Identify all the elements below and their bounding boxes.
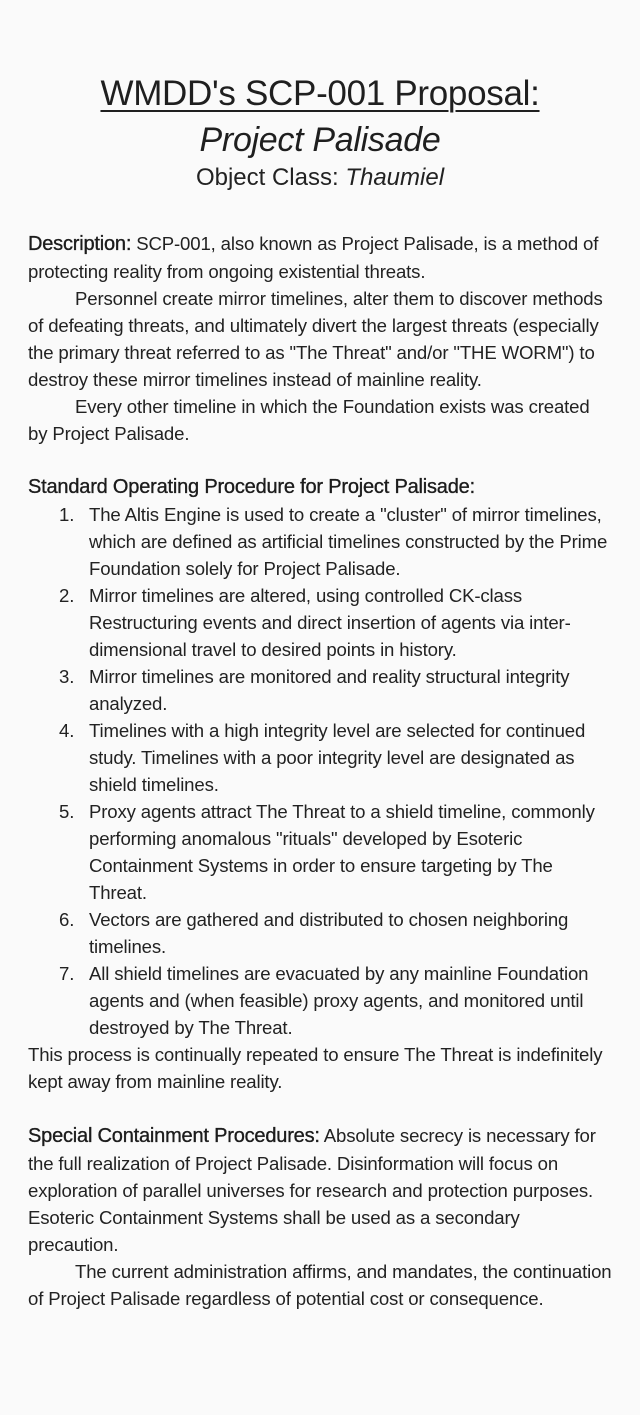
document-header — [28, 0, 612, 194]
sop-step — [28, 582, 612, 663]
description-section — [28, 230, 612, 447]
containment-intro — [28, 1122, 612, 1258]
sop-step-text: All shield timelines are evacuated by any mainline Foundation agents and (when feasible) proxy agents, and monitored until destroyed by The Threat. — [89, 963, 589, 1038]
document-title: WMDD's SCP-001 Proposal: — [100, 74, 540, 113]
sop-step-number: 4. — [59, 720, 75, 741]
sop-step-text: Vectors are gathered and distributed to chosen neighboring timelines. — [89, 909, 569, 957]
object-class — [28, 162, 612, 194]
sop-step — [28, 663, 612, 717]
sop-steps-list — [28, 501, 612, 1041]
sop-step — [28, 501, 612, 582]
sop-step — [28, 717, 612, 798]
sop-step-number: 6. — [59, 909, 75, 930]
containment-heading: Special Containment Procedures: — [28, 1125, 320, 1147]
sop-step-text: Proxy agents attract The Threat to a shield timeline, commonly performing anomalous "rituals" developed by Esoteric Containment Systems in order to ensure targeting by The Threat. — [89, 801, 595, 903]
document-subtitle: Project Palisade — [199, 121, 441, 159]
sop-step-number: 5. — [59, 801, 75, 822]
sop-step-number: 7. — [59, 963, 75, 984]
description-heading: Description: — [28, 233, 132, 255]
sop-step-number: 3. — [59, 666, 75, 687]
sop-step — [28, 798, 612, 906]
sop-step-number: 2. — [59, 585, 75, 606]
containment-paragraph: The current administration affirms, and mandates, the continuation of Project Palisade regardless of potential cost or consequence. — [28, 1261, 612, 1309]
description-paragraph: Every other timeline in which the Foundation exists was created by Project Palisade. — [28, 396, 590, 444]
description-paragraph: Personnel create mirror timelines, alter them to discover methods of defeating threats, and ultimately divert the largest threats (especially the primary threat referred to as "The Threat" and/or "THE WORM") to destroy these mirror timelines instead of mainline reality. — [28, 288, 603, 390]
description-intro-text: SCP-001, also known as Project Palisade, is a method of protecting reality from ongoing existential threats. — [28, 233, 599, 282]
containment-intro-text: Absolute secrecy is necessary for the full realization of Project Palisade. Disinformation will focus on exploration of parallel universes for research and protection purposes. Esoteric Containment Systems shall be used as a secondary precaution. — [28, 1125, 596, 1255]
object-class-value: Thaumiel — [345, 164, 445, 191]
sop-step-text: Timelines with a high integrity level are selected for continued study. Timelines with a poor integrity level are designated as shield timelines. — [89, 720, 586, 795]
sop-step-text: Mirror timelines are monitored and reality structural integrity analyzed. — [89, 666, 570, 714]
description-intro — [28, 230, 612, 285]
sop-step-text: Mirror timelines are altered, using controlled CK-class Restructuring events and direct insertion of agents via inter-dimensional travel to desired points in history. — [89, 585, 571, 660]
sop-closing: This process is continually repeated to ensure The Threat is indefinitely kept away from mainline reality. — [28, 1044, 603, 1092]
sop-heading: Standard Operating Procedure for Project Palisade: — [28, 476, 475, 498]
sop-step-number: 1. — [59, 504, 75, 525]
sop-section — [28, 474, 612, 1095]
object-class-label: Object Class: — [195, 164, 339, 191]
sop-step-text: The Altis Engine is used to create a "cluster" of mirror timelines, which are defined as artificial timelines constructed by the Prime Foundation solely for Project Palisade. — [89, 504, 608, 579]
sop-step — [28, 960, 612, 1041]
containment-section — [28, 1122, 612, 1312]
sop-step — [28, 906, 612, 960]
